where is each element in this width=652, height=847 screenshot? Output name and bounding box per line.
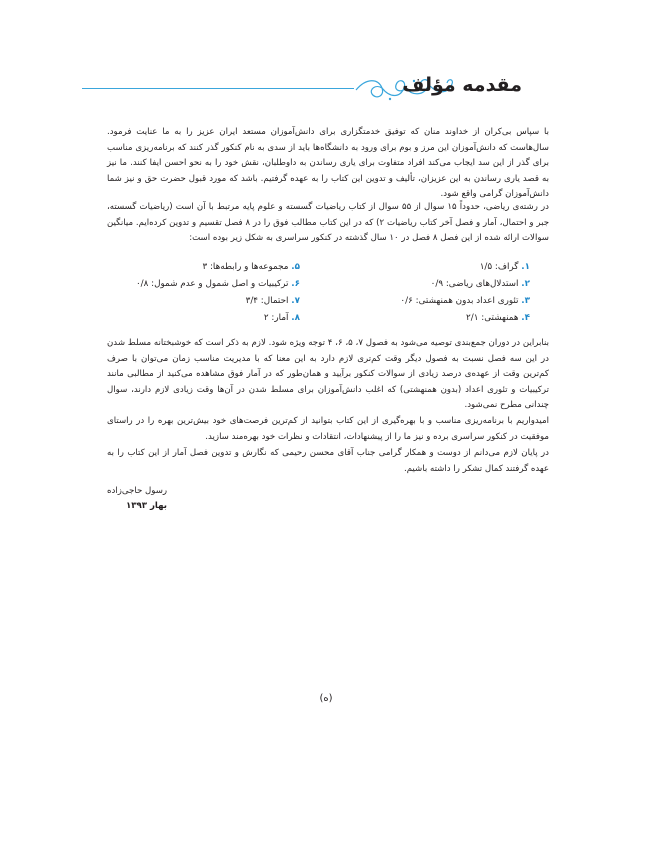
author-name: رسول حاجی‌زاده <box>107 486 168 496</box>
page-title: مقدمه مؤلف <box>402 74 522 96</box>
thanks-paragraph <box>107 446 549 477</box>
list-text: ترکیبیات و اصل شمول و عدم شمول: ۰/۸ <box>135 279 289 289</box>
paragraph-text: با سپاس بی‌کران از خداوند منان که توفیق خدمتگزاری برای دانش‌آموزان مستعد ایران عزیز را به ما عنایت فرمود. سال‌هاست که دانش‌آموزان این مرز و بوم برای ورود به دانشگاه‌ها باید از سدی به نام کنکور گذر کنند که برنامه‌ریزی مناسب برای گذر از این سد ایجاب می‌کند افراد متفاوت برای یاری رساندن به داوطلبان، نقش خود را به نحو احسن ایفا کنند. ما نیز به قصد یاری رساندن به این عزیزان، تألیف و تدوین این کتاب را به عهده گرفتیم. باشد که مورد قبول حضرت حق و نیز شما دانش‌آموزان گرامی واقع شود. <box>107 127 549 199</box>
list-item <box>431 279 530 289</box>
chapter-question-list <box>135 262 530 332</box>
list-text: تئوری اعداد بدون همنهشتی: ۰/۶ <box>400 296 519 306</box>
list-text: همنهشتی: ۲/۱ <box>466 313 519 323</box>
list-item <box>136 279 300 289</box>
signature-date: بهار ۱۳۹۳ <box>125 501 168 511</box>
paragraph-text: امیدواریم با برنامه‌ریزی مناسب و با بهره‌گیری از این کتاب بتوانید از کم‌ترین فرصت‌های خود بیش‌ترین بهره را در راستای موفقیت در کنکور سراسری برده و نیز ما را از پیشنهادات، انتقادات و نظرات خود بهره‌مند سازید. <box>107 416 549 442</box>
chapter-header <box>82 68 522 108</box>
list-text: گراف: ۱/۵ <box>479 262 519 272</box>
list-number: ۸. <box>291 313 300 323</box>
list-item <box>480 262 530 272</box>
list-number: ۲. <box>521 279 530 289</box>
list-item <box>246 296 300 306</box>
list-text: آمار: ۲ <box>263 313 289 323</box>
paragraph-text: بنابراین در دوران جمع‌بندی توصیه می‌شود به فصول ۷، ۵، ۶، ۴ توجه ویژه شود. لازم به ذکر است که خوشبختانه مسلط شدن در این سه فصل نسبت به فصول دیگر وقت کم‌تری لازم دارد به این معنا که با مدیریت مناسب زمان می‌توان با صرف کم‌ترین وقت از عهده‌ی درصد زیادی از سوالات کنکور برآیید و همان‌طور که در آمار فوق مشاهده می‌کنید از مطالبی مانند ترکیبیات و تئوری اعداد (بدون همنهشتی) که اغلب دانش‌آموزان برای مسلط شدن در آن‌ها وقت زیادی لازم دارند، سوال چندانی مطرح نمی‌شود. <box>107 338 549 410</box>
paragraph-text: در پایان لازم می‌دانم از دوست و همکار گرامی جناب آقای محسن رحیمی که نگارش و تدوین فصل آمار از این کتاب را به عهده گرفتند کمال تشکر را داشته باشیم. <box>107 448 549 474</box>
list-number: ۴. <box>521 313 530 323</box>
paragraph-text: در رشته‌ی ریاضی، حدوداً ۱۵ سوال از ۵۵ سوال از کتاب ریاضیات گسسته و علوم پایه مرتبط با آن است (ریاضیات گسسته، جبر و احتمال، آمار و فصل آخر کتاب ریاضیات ۲) که در این کتاب مطالب فوق را در ۸ فصل تقسیم و تدوین کرده‌ایم. میانگین سوالات ارائه شده از این فصل ۸ فصل در ۱۰ سال گذشته در کنکور سراسری به شکل زیر بوده است: <box>107 202 550 243</box>
list-number: ۳. <box>521 296 530 306</box>
list-item <box>264 313 300 323</box>
header-rule <box>82 88 354 89</box>
study-advice-paragraph <box>107 336 549 414</box>
hope-paragraph <box>107 414 549 445</box>
list-text: مجموعه‌ها و رابطه‌ها: ۳ <box>202 262 289 272</box>
math-questions-paragraph <box>107 200 549 247</box>
list-number: ۱. <box>521 262 530 272</box>
list-text: احتمال: ۳/۴ <box>245 296 289 306</box>
list-text: استدلال‌های ریاضی: ۰/۹ <box>430 279 519 289</box>
page-number: (ه) <box>319 693 333 704</box>
list-number: ۷. <box>291 296 300 306</box>
list-item <box>400 296 530 306</box>
list-number: ۵. <box>291 262 300 272</box>
list-number: ۶. <box>291 279 300 289</box>
author-signature <box>107 484 167 514</box>
intro-paragraph <box>107 125 549 203</box>
list-item <box>466 313 530 323</box>
list-item <box>202 262 300 272</box>
